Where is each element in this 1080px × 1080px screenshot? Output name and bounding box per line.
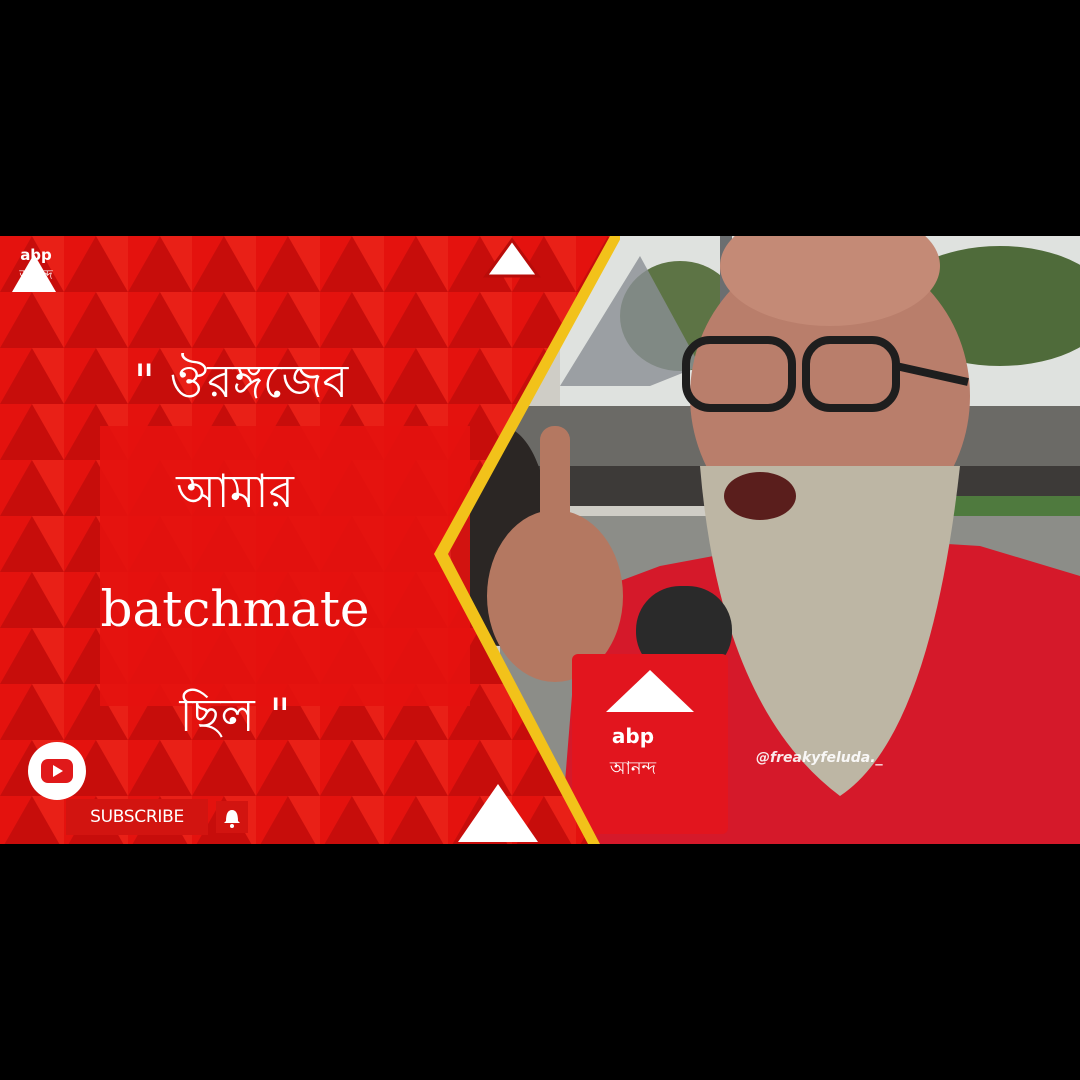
quote-line-4: ছিল " — [179, 688, 291, 742]
abp-ananda-logo — [4, 246, 68, 287]
mic-logo-text: abp — [611, 724, 655, 748]
bell-icon[interactable] — [216, 801, 248, 833]
quote-line-2: আমার — [176, 464, 294, 518]
quote-line-3: batchmate — [100, 580, 370, 638]
youtube-logo-icon — [28, 742, 86, 800]
watermark-handle: @freakyfeluda._ — [756, 750, 883, 766]
title-panel — [0, 236, 620, 844]
mic-flag-logo — [590, 724, 676, 785]
video-thumbnail[interactable] — [0, 236, 1080, 844]
mic-logo-subtext: আনন্দ — [609, 758, 657, 779]
logo-subtext: আনন্দ — [19, 268, 53, 283]
subscribe-button[interactable]: SUBSCRIBE — [66, 799, 208, 835]
youtube-play-icon[interactable] — [28, 742, 86, 800]
logo-text: abp — [20, 246, 52, 264]
bell-glyph-icon — [216, 801, 248, 833]
quote-line-1: " ঔরঙ্গজেব — [133, 354, 349, 408]
